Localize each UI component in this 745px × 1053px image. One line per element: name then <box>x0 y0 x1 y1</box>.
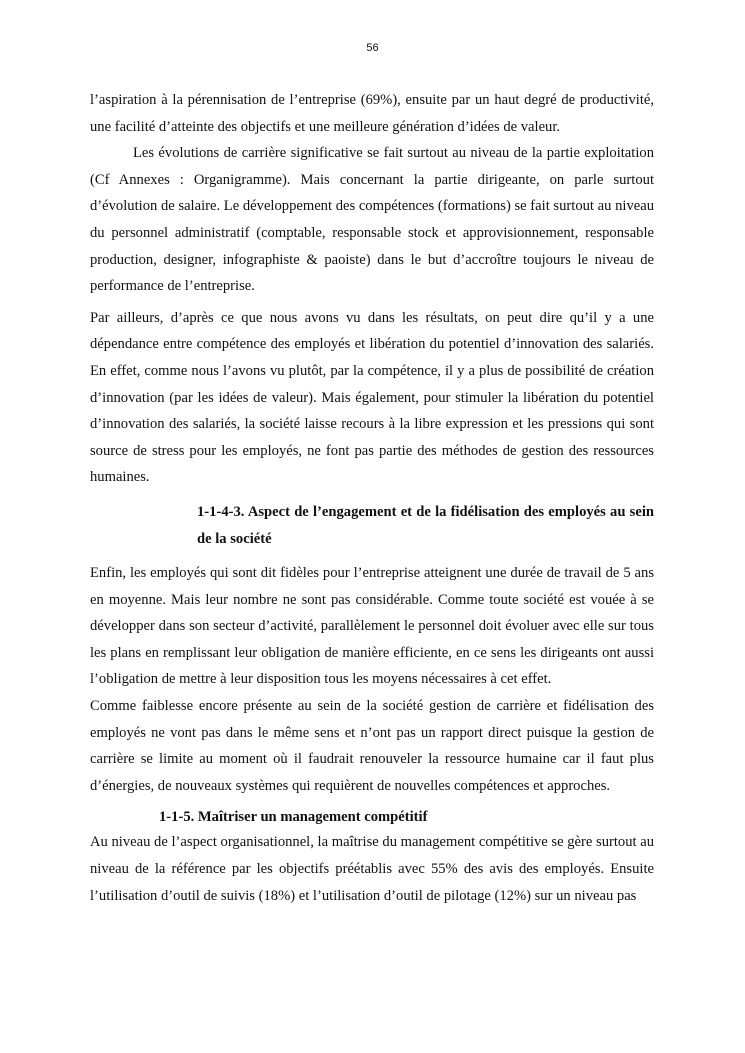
paragraph-career-evolution: Les évolutions de carrière significative se fait surtout au niveau de la partie exploitation (Cf Annexes : Organigramme). Mais concernant la partie dirigeante, on parle surtout d’évolution de salaire. Le développement des compétences (formations) se fait surtout au niveau du personnel administratif (comptable, responsable stock et approvisionnement, responsable production, designer, infographiste & paoiste) dans le but d’accroître toujours le niveau de performance de l’entreprise. <box>90 145 654 295</box>
section-heading-engagement: 1-1-4-3. Aspect de l’engagement et de la fidélisation des employés au sein de la société <box>197 503 654 547</box>
paragraph-organisational: Au niveau de l’aspect organisationnel, la maîtrise du management compétitive se gère surtout au niveau de la référence par les objectifs préétablis avec 55% des avis des employés. Ensuite l’utilisation d’outil de suivis (18%) et l’utilisation d’outil de pilotage (12%) sur un niveau pas <box>90 834 654 904</box>
paragraph-aspiration: l’aspiration à la pérennisation de l’entreprise (69%), ensuite par un haut degré de productivité, une facilité d’atteinte des objectifs et une meilleure génération d’idées de valeur. <box>90 92 654 135</box>
document-body <box>90 87 654 909</box>
section-heading-management: 1-1-5. Maîtriser un management compétitif <box>159 809 428 826</box>
paragraph-loyalty: Enfin, les employés qui sont dit fidèles pour l’entreprise atteignent une durée de travail de 5 ans en moyenne. Mais leur nombre ne sont pas considérable. Comme toute société est vouée à se développer dans son secteur d’activité, parallèlement le personnel doit évoluer avec elle sur tous les plans en remplissant leur obligation de manière efficiente, en ce sens les dirigeants ont aussi l’obligation de mettre à leur disposition tous les moyens nécessaires à cet effet. <box>90 565 654 688</box>
paragraph-competence-innovation: Par ailleurs, d’après ce que nous avons vu dans les résultats, on peut dire qu’il y a une dépendance entre compétence des employés et libération du potentiel d’innovation des salariés. En effet, comme nous l’avons vu plutôt, par la compétence, il y a plus de possibilité de création d’innovation (par les idées de valeur). Mais également, pour stimuler la libération du potentiel d’innovation des salariés, la société laisse recours à la libre expression et les pressions qui sont source de stress pour les employés, ne font pas partie des méthodes de gestion des ressources humaines. <box>90 309 654 486</box>
page-number: 56 <box>366 42 379 54</box>
paragraph-weakness: Comme faiblesse encore présente au sein de la société gestion de carrière et fidélisation des employés ne vont pas dans le même sens et n’ont pas un rapport direct puisque la gestion de carrière se limite au moment où il faudrait renouveler la ressource humaine car il faut plus d’énergies, de nouveaux systèmes qui requièrent de nouvelles compétences et approches. <box>90 698 654 794</box>
